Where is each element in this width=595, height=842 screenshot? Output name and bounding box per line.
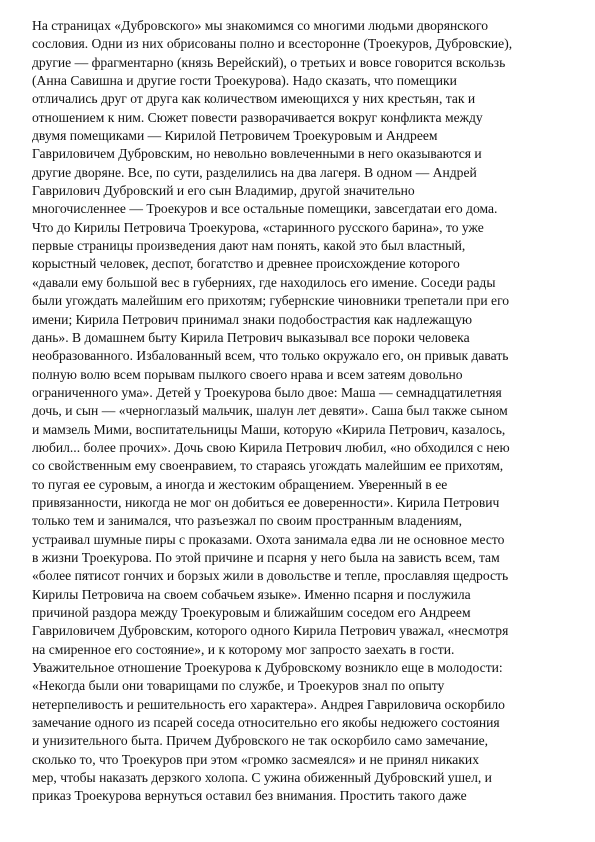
text-line: «Некогда были они товарищами по службе, и Троекуров знал по опыту <box>32 678 445 694</box>
text-line: Гавриловичем Дубровским, но невольно вовлеченными в него оказываются и <box>32 146 482 162</box>
text-line: мер, чтобы наказать дерзкого холопа. С ужина обиженный Дубровский ушел, и <box>32 770 492 786</box>
text-line: в жизни Троекурова. По этой причине и псарня у него была на зависть всем, там <box>32 549 500 565</box>
text-line: Кирилы Петровича на своем собачьем языке». Именно псарня и послужила <box>32 586 471 602</box>
document-text <box>32 17 575 806</box>
text-line: другие дворяне. Все, по сути, разделились на два лагеря. В одном — Андрей <box>32 164 477 180</box>
text-line: многочисленнее — Троекуров и все остальные помещики, завсегдатаи его дома. <box>32 201 498 217</box>
text-line: «более пятисот гончих и борзых жили в довольстве и тепле, прославляя щедрость <box>32 568 509 584</box>
text-line: необразованного. Избалованный всем, что только окружало его, он привык давать <box>32 348 509 364</box>
text-line: причиной раздора между Троекуровым и ближайшим соседом его Андреем <box>32 605 471 620</box>
text-line: дочь, и сын — «черноглазый мальчик, шалун лет девяти». Саша был также сыном <box>32 403 508 419</box>
text-line: полную волю всем порывам пылкого своего нрава и всем затеям довольно <box>32 366 463 382</box>
text-line: ограниченного ума». Детей у Троекурова было двое: Маша — семнадцатилетняя <box>32 384 502 400</box>
text-line: и мамзель Мими, воспитательницы Маши, которую «Кирила Петрович, казалось, <box>32 421 506 437</box>
text-line: Что до Кирилы Петровича Троекурова, «старинного русского барина», то уже <box>32 219 484 235</box>
text-line: привязанности, никогда не мог он добиться ее доверенности». Кирила Петрович <box>32 494 500 510</box>
text-line: сколько то, что Троекуров при этом «громко засмеялся» и не принял никаких <box>32 751 479 767</box>
text-line: любил... более прочих». Дочь свою Кирила Петрович любил, «но обходился с нею <box>32 439 510 455</box>
text-line: на смиренное его состояние», и к которому мог запросто заехать в гости. <box>32 641 455 657</box>
text-line: На страницах «Дубровского» мы знакомимся со многими людьми дворянского <box>32 18 489 33</box>
text-line: дань». В домашнем быту Кирила Петрович выказывал все пороки человека <box>32 329 470 345</box>
text-line: Уважительное отношение Троекурова к Дубровскому возникло еще в молодости: <box>32 660 503 676</box>
text-line: первые страницы произведения дают нам понять, какой это был властный, <box>32 238 466 254</box>
text-line: то пугая ее суровым, а иногда и жестоким обращением. Уверенный в ее <box>32 476 448 492</box>
text-line: (Анна Савишна и другие гости Троекурова). Надо сказать, что помещики <box>32 73 457 89</box>
text-line: приказ Троекурова вернуться оставил без внимания. Простить такого даже <box>32 788 467 804</box>
text-line: и унизительного быта. Причем Дубровского не так оскорбило само замечание, <box>32 733 489 749</box>
text-line: отношением к ним. Сюжет повести разворачивается вокруг конфликта между <box>32 109 483 125</box>
text-line: замечание одного из псарей соседа относительно его якобы недюжего состояния <box>32 715 500 731</box>
text-line: были угождать малейшим его прихотям; губернские чиновники трепетали при его <box>32 293 510 309</box>
text-line: нетерпеливость и решительность его характера». Андрея Гавриловича оскорбило <box>32 696 505 712</box>
text-line: имени; Кирила Петрович принимал знаки подобострастия как надлежащую <box>32 311 473 327</box>
text-line: «давали ему большой вес в губерниях, где находилось его имение. Соседи рады <box>32 274 496 290</box>
text-line: со свойственным ему своенравием, то стараясь угождать малейшим ее прихотям, <box>32 458 504 474</box>
text-line: другие — фрагментарно (князь Верейский), о третьих и вовсе говорится вскользь <box>32 54 506 70</box>
text-line: корыстный человек, деспот, богатство и древнее происхождение которого <box>32 256 460 272</box>
text-line: отличались друг от друга как количеством имеющихся у них крестьян, так и <box>32 91 476 107</box>
text-line: Гаврилович Дубровский и его сын Владимир, другой значительно <box>32 183 415 199</box>
text-line: только тем и занимался, что разъезжал по своим пространным владениям, <box>32 513 463 529</box>
text-line: двумя помещиками — Кирилой Петровичем Троекуровым и Андреем <box>32 128 438 144</box>
text-line: устраивал шумные пиры с проказами. Охота занимала едва ли не основное место <box>32 531 505 547</box>
text-line: Гавриловичем Дубровским, которого одного Кирила Петрович уважал, «несмотря <box>32 623 509 639</box>
text-line: сословия. Одни из них обрисованы полно и всесторонне (Троекуров, Дубровские), <box>32 36 513 52</box>
